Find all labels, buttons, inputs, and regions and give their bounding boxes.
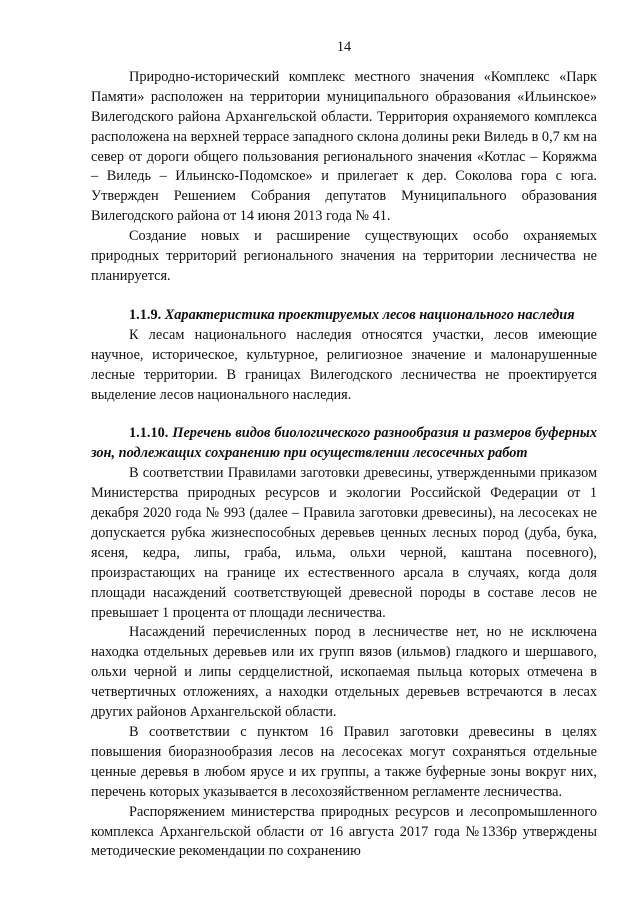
section-heading-1-1-10 [91,424,597,464]
document-page [91,38,597,862]
paragraph-order-1336r: Распоряжением министерства природных ресурсов и лесопромышленного комплекса Архангельской области от 16 августа 2017 года №1336р утверждены методические рекомендации по сохранению [91,803,597,860]
paragraph-point-16: В соответствии с пунктом 16 Правил заготовки древесины в целях повышения биоразнообразия лесов на лесосеках могут сохраняться отдельные ценные деревья в любом ярусе и их группы, а также буферные зоны вокруг них, перечень которых указывается в лесохозяйственном регламенте лесничества. [91,724,597,800]
page-number: 14 [336,39,352,55]
paragraph-species: Насаждений перечисленных пород в лесничестве нет, но не исключена находка отдельных деревьев или их групп вязов (ильмов) гладкого и шершавого, ольхи черной и липы сердцелистной, ископаемая пыльца которых отмечена в четвертичных отложениях, а находки отдельных деревьев встречаются в лесах других районов Архангельской области. [91,624,597,721]
spacer [91,287,597,306]
section-number: 1.1.10. [129,425,169,442]
paragraph-no-new-territories: Создание новых и расширение существующих особо охраняемых природных территорий регионального значения на территории лесничества не планируется. [91,228,597,284]
section-title: Характеристика проектируемых лесов национального наследия [164,306,575,323]
section-title: Перечень видов биологического разнообразия и размеров буферных зон, подлежащих сохранению при осуществлении лесосечных работ [91,425,597,462]
paragraph-national-heritage: К лесам национального наследия относятся участки, лесов имеющие научное, историческое, культурное, религиозное значение и малонарушенные лесные территории. В границах Вилегодского лесничества не проектируется выделение лесов национального наследия. [91,326,597,403]
paragraph-rules: В соответствии Правилами заготовки древесины, утвержденными приказом Министерства природных ресурсов и экологии Российской Федерации от 1 декабря 2020 года № 993 (далее – Правила заготовки древесины), на лесосеках не допускается рубка жизнеспособных деревьев ценных лесных пород (дуба, бука, ясеня, кедра, липы, граба, ильма, ольхи черной, каштана посевного), произрастающих на границе их естественного арсала в случаях, когда доля площади насаждений соответствующей древесной породы в составе лесов не превышает 1 процента от площади лесничества. [91,465,597,621]
section-heading-1-1-9 [91,306,597,326]
section-number: 1.1.9. [129,306,162,323]
paragraph-park-pamyati: Природно-исторический комплекс местного значения «Комплекс «Парк Памяти» расположен на территории муниципального образования «Ильинское» Вилегодского района Архангельской области. Территория охраняемого комплекса расположена на верхней террасе западного склона долины реки Виледь в 0,7 км на север от дороги общего пользования регионального значения «Котлас – Коряжма – Виледь – Ильинско-Подомское» и прилегает к дер. Соколова гора с юга. Утвержден Решением Собрания депутатов Муниципального образования Вилегодского района от 14 июня 2013 года № 41. [91,68,597,225]
spacer [91,405,597,424]
